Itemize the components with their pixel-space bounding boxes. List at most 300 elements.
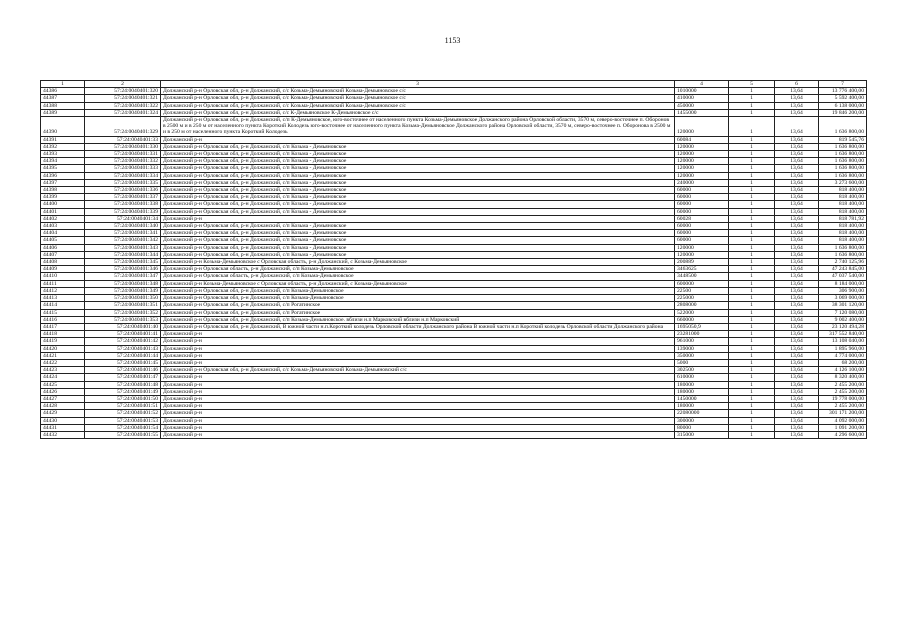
location-description-cell: Должанский р-н Орловская обл, р-н Должанский, с/п Козьма - Демьяновское [161,187,675,194]
coefficient-cell: 1 [729,352,775,359]
area-cell: 1010000 [675,88,729,95]
cadastral-number-cell: 57:24:0040401:46 [85,367,161,374]
cadastral-number-cell: 57:24:0040401:321 [85,95,161,102]
area-cell: 660000 [675,316,729,323]
cadastral-value-cell: 818 400,00 [819,230,867,237]
cadastral-number-cell: 57:24:0040401:40 [85,323,161,330]
cadastral-number-cell: 57:24:0040401:50 [85,395,161,402]
location-description-cell: Должанский р-н Орловская обл, р-н Должанский, с/п Козьма - Демьяновское [161,223,675,230]
table-row [41,323,867,330]
row-number-cell: 44392 [41,143,85,150]
specific-value-cell: 13,64 [775,208,819,215]
cadastral-value-cell: 1 636 800,00 [819,172,867,179]
coefficient-cell: 1 [729,187,775,194]
table-row [41,172,867,179]
table-row [41,136,867,143]
specific-value-cell: 13,64 [775,244,819,251]
specific-value-cell: 13,64 [775,165,819,172]
specific-value-cell: 13,64 [775,381,819,388]
row-number-cell: 44419 [41,338,85,345]
specific-value-cell: 13,64 [775,403,819,410]
cadastral-number-cell: 57:24:0040401:44 [85,352,161,359]
specific-value-cell: 13,64 [775,424,819,431]
cadastral-number-cell: 57:24:0040401:340 [85,223,161,230]
table-body [41,88,867,439]
cadastral-value-cell: 2 455 200,00 [819,381,867,388]
cadastral-value-cell: 8 320 400,00 [819,374,867,381]
area-cell: 302500 [675,367,729,374]
cadastral-value-cell: 818 400,00 [819,223,867,230]
area-cell: 315000 [675,431,729,438]
row-number-cell: 44402 [41,215,85,222]
cadastral-value-cell: 6 138 000,00 [819,102,867,109]
row-number-cell: 44409 [41,266,85,273]
cadastral-value-cell: 9 002 400,00 [819,316,867,323]
location-description-cell: Должанский р-н Орловская обл, р-н Должанский, с/п Козьма - Демьяновское [161,194,675,201]
row-number-cell: 44415 [41,309,85,316]
specific-value-cell: 13,64 [775,158,819,165]
table-row [41,395,867,402]
cadastral-number-cell: 57:24:0040401:352 [85,309,161,316]
row-number-cell: 44393 [41,151,85,158]
location-description-cell: Должанский р-н [161,359,675,366]
row-number-cell: 44396 [41,172,85,179]
table-row [41,345,867,352]
specific-value-cell: 13,64 [775,316,819,323]
row-number-cell: 44390 [41,117,85,137]
location-description-cell: Должанский р-н Козьма-Демьяновское с Орловская область, р-н Должанский, с Козьма-Демьяновское [161,259,675,266]
row-number-cell: 44424 [41,374,85,381]
area-cell: 350000 [675,352,729,359]
cadastral-value-cell: 818 400,00 [819,187,867,194]
cadastral-number-cell: 57:24:0040401:348 [85,280,161,287]
coefficient-cell: 1 [729,158,775,165]
coefficient-cell: 1 [729,345,775,352]
row-number-cell: 44425 [41,381,85,388]
area-cell: 120000 [675,151,729,158]
area-cell: 120000 [675,165,729,172]
area-cell: 600000 [675,280,729,287]
coefficient-cell: 1 [729,367,775,374]
area-cell: 120000 [675,172,729,179]
cadastral-number-cell: 57:24:0040401:48 [85,381,161,388]
area-cell: 60000 [675,230,729,237]
specific-value-cell: 13,64 [775,237,819,244]
page-number: 1153 [444,36,461,45]
cadastral-value-cell: 4 774 000,00 [819,352,867,359]
coefficient-cell: 1 [729,102,775,109]
row-number-cell: 44428 [41,403,85,410]
cadastral-number-cell: 57:24:0040401:330 [85,143,161,150]
cadastral-value-cell: 68 200,00 [819,359,867,366]
cadastral-number-cell: 57:24:0040401:324 [85,109,161,116]
cadastral-value-cell: 819 545,76 [819,136,867,143]
area-cell: 23281000 [675,331,729,338]
specific-value-cell: 13,64 [775,179,819,186]
cadastral-number-cell: 57:24:0040401:346 [85,266,161,273]
column-header: 6 [775,81,819,88]
specific-value-cell: 13,64 [775,417,819,424]
table-row [41,102,867,109]
cadastral-value-table [40,80,867,439]
coefficient-cell: 1 [729,280,775,287]
area-cell: 410000 [675,95,729,102]
table-row [41,295,867,302]
location-description-cell: Должанский р-н Орловская обл, р-н Должанский, с/с Козьма-Демьяновский Козьма-Демьяновское с/с [161,88,675,95]
coefficient-cell: 1 [729,266,775,273]
area-cell: 60028 [675,215,729,222]
cadastral-number-cell: 57:24:0040401:329 [85,117,161,137]
cadastral-value-cell: 1 636 800,00 [819,244,867,251]
cadastral-value-cell: 2 455 200,00 [819,403,867,410]
coefficient-cell: 1 [729,244,775,251]
cadastral-value-cell: 5 592 400,00 [819,95,867,102]
table-row [41,374,867,381]
table-row [41,109,867,116]
specific-value-cell: 13,64 [775,309,819,316]
cadastral-number-cell: 57:24:0040401:54 [85,424,161,431]
cadastral-value-cell: 1 636 800,00 [819,165,867,172]
column-number-row [41,81,867,88]
table-row [41,95,867,102]
area-cell: 60000 [675,237,729,244]
cadastral-number-cell: 57:24:0040401:51 [85,403,161,410]
cadastral-number-cell: 57:24:0040401:322 [85,102,161,109]
row-number-cell: 44395 [41,165,85,172]
cadastral-value-cell: 1 636 800,00 [819,151,867,158]
row-number-cell: 44416 [41,316,85,323]
cadastral-value-cell: 8 184 000,00 [819,280,867,287]
area-cell: 240000 [675,179,729,186]
coefficient-cell: 1 [729,117,775,137]
cadastral-number-cell: 57:24:0040401:331 [85,151,161,158]
table-row [41,165,867,172]
location-description-cell: Должанский р-н [161,410,675,417]
row-number-cell: 44431 [41,424,85,431]
table-row [41,352,867,359]
row-number-cell: 44427 [41,395,85,402]
location-description-cell: Должанский р-н Орловская область, р-н Должанский, с/п Козьма-Демьяновское [161,266,675,273]
cadastral-value-cell: 1 895 960,00 [819,345,867,352]
specific-value-cell: 13,64 [775,151,819,158]
coefficient-cell: 1 [729,259,775,266]
coefficient-cell: 1 [729,201,775,208]
coefficient-cell: 1 [729,143,775,150]
cadastral-value-cell: 19 778 000,00 [819,395,867,402]
table-row [41,223,867,230]
column-header: 5 [729,81,775,88]
cadastral-value-cell: 47 243 845,00 [819,266,867,273]
specific-value-cell: 13,64 [775,410,819,417]
area-cell: 2808000 [675,302,729,309]
row-number-cell: 44405 [41,237,85,244]
location-description-cell: Должанский р-н Орловская обл, р-н Должанский, с/с Козьма-Демьяновский Козьма-Демьяновский с/с [161,367,675,374]
area-cell: 180000 [675,388,729,395]
cadastral-value-cell: 47 037 540,00 [819,273,867,280]
cadastral-number-cell: 57:24:0040401:347 [85,273,161,280]
row-number-cell: 44406 [41,244,85,251]
cadastral-number-cell: 57:24:0040401:339 [85,208,161,215]
location-description-cell: Должанский р-н [161,345,675,352]
table-row [41,143,867,150]
coefficient-cell: 1 [729,431,775,438]
row-number-cell: 44408 [41,259,85,266]
specific-value-cell: 13,64 [775,352,819,359]
table-row [41,388,867,395]
cadastral-value-cell: 3 069 000,00 [819,295,867,302]
specific-value-cell: 13,64 [775,331,819,338]
area-cell: 120000 [675,244,729,251]
coefficient-cell: 1 [729,338,775,345]
cadastral-number-cell: 57:24:0040401:335 [85,179,161,186]
specific-value-cell: 13,64 [775,187,819,194]
cadastral-number-cell: 57:24:0040401:47 [85,374,161,381]
specific-value-cell: 13,64 [775,117,819,137]
cadastral-number-cell: 57:24:0040401:349 [85,287,161,294]
area-cell: 3463625 [675,266,729,273]
area-cell: 225000 [675,295,729,302]
cadastral-number-cell: 57:24:0040401:351 [85,302,161,309]
cadastral-value-cell: 4 296 600,00 [819,431,867,438]
row-number-cell: 44391 [41,136,85,143]
cadastral-number-cell: 57:24:0040401:320 [85,88,161,95]
row-number-cell: 44386 [41,88,85,95]
location-description-cell: Должанский р-н Орловская обл, р-н Должанский, с/п Козьма - Демьяновское [161,158,675,165]
row-number-cell: 44400 [41,201,85,208]
specific-value-cell: 13,64 [775,345,819,352]
specific-value-cell: 13,64 [775,295,819,302]
area-cell: 120000 [675,158,729,165]
row-number-cell: 44387 [41,95,85,102]
cadastral-number-cell: 57:24:0040401:33 [85,136,161,143]
location-description-cell: Должанский р-н Орловская обл, р-н Должанский, с/п Рогатинское [161,302,675,309]
row-number-cell: 44412 [41,287,85,294]
table-row [41,117,867,137]
area-cell: 60000 [675,201,729,208]
row-number-cell: 44397 [41,179,85,186]
location-description-cell: Должанский р-н Орловская обл, р-н Должанский, с/с Козьма-Демьяновский Козьма-Демьяновское с/с [161,95,675,102]
location-description-cell: Должанский р-н [161,431,675,438]
location-description-cell: Должанский р-н Орловская обл, р-н Должанский, с/п Козьма - Демьяновское [161,208,675,215]
cadastral-number-cell: 57:24:0040401:350 [85,295,161,302]
area-cell: 22080000 [675,410,729,417]
specific-value-cell: 13,64 [775,88,819,95]
row-number-cell: 44418 [41,331,85,338]
cadastral-value-cell: 1 091 200,00 [819,424,867,431]
table-row [41,359,867,366]
column-header: 1 [41,81,85,88]
row-number-cell: 44399 [41,194,85,201]
table-row [41,158,867,165]
coefficient-cell: 1 [729,295,775,302]
location-description-cell: Должанский р-н Орловская обл, р-н Должанский, В южной части н.п.Короткий колодезь Орловской области Должанского района В южной части н.п Короткий колодезь Орловской области Должанского района [161,323,675,330]
location-description-cell: Должанский р-н [161,403,675,410]
coefficient-cell: 1 [729,381,775,388]
table-row [41,208,867,215]
location-description-cell: Должанский р-н [161,424,675,431]
specific-value-cell: 13,64 [775,395,819,402]
location-description-cell: Должанский р-н [161,338,675,345]
table-row [41,338,867,345]
coefficient-cell: 1 [729,331,775,338]
coefficient-cell: 1 [729,273,775,280]
coefficient-cell: 1 [729,359,775,366]
coefficient-cell: 1 [729,179,775,186]
area-cell: 5000 [675,359,729,366]
location-description-cell: Должанский р-н Орловская обл, р-н Должанский, с/п Козьма-Демьяновское [161,287,675,294]
row-number-cell: 44388 [41,102,85,109]
area-cell: 200889 [675,259,729,266]
table-row [41,381,867,388]
coefficient-cell: 1 [729,95,775,102]
cadastral-value-cell: 2 455 200,00 [819,388,867,395]
coefficient-cell: 1 [729,287,775,294]
specific-value-cell: 13,64 [775,172,819,179]
cadastral-value-cell: 1 636 800,00 [819,158,867,165]
cadastral-value-cell: 301 171 200,00 [819,410,867,417]
row-number-cell: 44421 [41,352,85,359]
table-row [41,259,867,266]
row-number-cell: 44417 [41,323,85,330]
table-row [41,410,867,417]
cadastral-value-cell: 2 740 125,96 [819,259,867,266]
cadastral-value-cell: 13 108 040,00 [819,338,867,345]
table-row [41,316,867,323]
table-row [41,251,867,258]
specific-value-cell: 13,64 [775,431,819,438]
location-description-cell: Должанский р-н Орловская обл, р-н Должанский, с/п Козьма - Демьяновское [161,201,675,208]
location-description-cell: Должанский р-н Орловская обл, р-н Должанский, с/п Козьма - Демьяновское [161,172,675,179]
cadastral-value-cell: 818 400,00 [819,208,867,215]
specific-value-cell: 13,64 [775,259,819,266]
table-row [41,273,867,280]
column-header: 2 [85,81,161,88]
location-description-cell: Должанский р-н Орловская обл, р-н Должанский, с/п Козьма - Демьяновское [161,251,675,258]
table-row [41,230,867,237]
specific-value-cell: 13,64 [775,251,819,258]
specific-value-cell: 13,64 [775,287,819,294]
specific-value-cell: 13,64 [775,143,819,150]
cadastral-number-cell: 57:24:0040401:337 [85,194,161,201]
cadastral-number-cell: 57:24:0040401:42 [85,338,161,345]
cadastral-number-cell: 57:24:0040401:334 [85,172,161,179]
specific-value-cell: 13,64 [775,109,819,116]
table-row [41,151,867,158]
coefficient-cell: 1 [729,251,775,258]
cadastral-value-cell: 1 636 800,00 [819,117,867,137]
coefficient-cell: 1 [729,309,775,316]
location-description-cell: Должанский р-н [161,331,675,338]
location-description-cell: Должанский р-н Орловская обл, р-н Должанский, с/п Козьма-Демьяновское. вблизи н.п Марковский вблизи н.п Марковский [161,316,675,323]
area-cell: 961000 [675,338,729,345]
location-description-cell: Должанский р-н [161,352,675,359]
cadastral-number-cell: 57:24:0040401:341 [85,230,161,237]
area-cell: 22500 [675,287,729,294]
cadastral-number-cell: 57:24:0040401:52 [85,410,161,417]
specific-value-cell: 13,64 [775,367,819,374]
area-cell: 120000 [675,117,729,137]
specific-value-cell: 13,64 [775,280,819,287]
cadastral-value-cell: 1 636 800,00 [819,251,867,258]
coefficient-cell: 1 [729,237,775,244]
table-row [41,280,867,287]
location-description-cell: Должанский р-н Орловская область, р-н Должанский, с/п Козьма-Демьяновское [161,273,675,280]
location-description-cell: Должанский р-н [161,417,675,424]
row-number-cell: 44414 [41,302,85,309]
table-row [41,88,867,95]
cadastral-number-cell: 57:24:0040401:34 [85,215,161,222]
row-number-cell: 44410 [41,273,85,280]
location-description-cell: Должанский р-н Козьма-Демьяновское с Орловская область, р-н Должанский, с Козьма-Демьяновское [161,280,675,287]
table-row [41,194,867,201]
cadastral-value-cell: 818 400,00 [819,237,867,244]
coefficient-cell: 1 [729,215,775,222]
row-number-cell: 44394 [41,158,85,165]
specific-value-cell: 13,64 [775,201,819,208]
row-number-cell: 44423 [41,367,85,374]
column-header: 3 [161,81,675,88]
cadastral-value-cell: 4 126 100,00 [819,367,867,374]
location-description-cell: Должанский р-н [161,136,675,143]
cadastral-number-cell: 57:24:0040401:345 [85,259,161,266]
table-row [41,201,867,208]
specific-value-cell: 13,64 [775,230,819,237]
cadastral-value-cell: 317 552 840,00 [819,331,867,338]
area-cell: 3448500 [675,273,729,280]
cadastral-value-cell: 13 776 400,00 [819,88,867,95]
location-description-cell: Должанский р-н Орловская обл, р-н Должанский, с/п Козьма - Демьяновское [161,151,675,158]
coefficient-cell: 1 [729,136,775,143]
location-description-cell: Должанский р-н [161,374,675,381]
table-row [41,244,867,251]
coefficient-cell: 1 [729,151,775,158]
coefficient-cell: 1 [729,410,775,417]
location-description-cell: Должанский р-н Орловская обл, р-н Должанский, с/п Козьма - Демьяновское [161,143,675,150]
area-cell: 60000 [675,208,729,215]
specific-value-cell: 13,64 [775,102,819,109]
area-cell: 60000 [675,187,729,194]
row-number-cell: 44430 [41,417,85,424]
cadastral-value-cell: 818 400,00 [819,201,867,208]
cadastral-number-cell: 57:24:0040401:333 [85,165,161,172]
cadastral-number-cell: 57:24:0040401:45 [85,359,161,366]
area-cell: 180000 [675,381,729,388]
coefficient-cell: 1 [729,323,775,330]
cadastral-number-cell: 57:24:0040401:49 [85,388,161,395]
table-row [41,431,867,438]
coefficient-cell: 1 [729,165,775,172]
specific-value-cell: 13,64 [775,266,819,273]
row-number-cell: 44389 [41,109,85,116]
coefficient-cell: 1 [729,424,775,431]
table-row [41,179,867,186]
cadastral-value-cell: 19 846 200,00 [819,109,867,116]
specific-value-cell: 13,64 [775,374,819,381]
coefficient-cell: 1 [729,172,775,179]
specific-value-cell: 13,64 [775,302,819,309]
location-description-cell: Должанский р-н Орловская обл, р-н Должанский, с/с Козьма-Демьяновский Козьма-Демьяновское с/с [161,102,675,109]
specific-value-cell: 13,64 [775,323,819,330]
coefficient-cell: 1 [729,388,775,395]
table-row [41,302,867,309]
area-cell: 180000 [675,403,729,410]
area-cell: 120000 [675,143,729,150]
row-number-cell: 44398 [41,187,85,194]
area-cell: 1455000 [675,109,729,116]
row-number-cell: 44426 [41,388,85,395]
specific-value-cell: 13,64 [775,388,819,395]
coefficient-cell: 1 [729,109,775,116]
